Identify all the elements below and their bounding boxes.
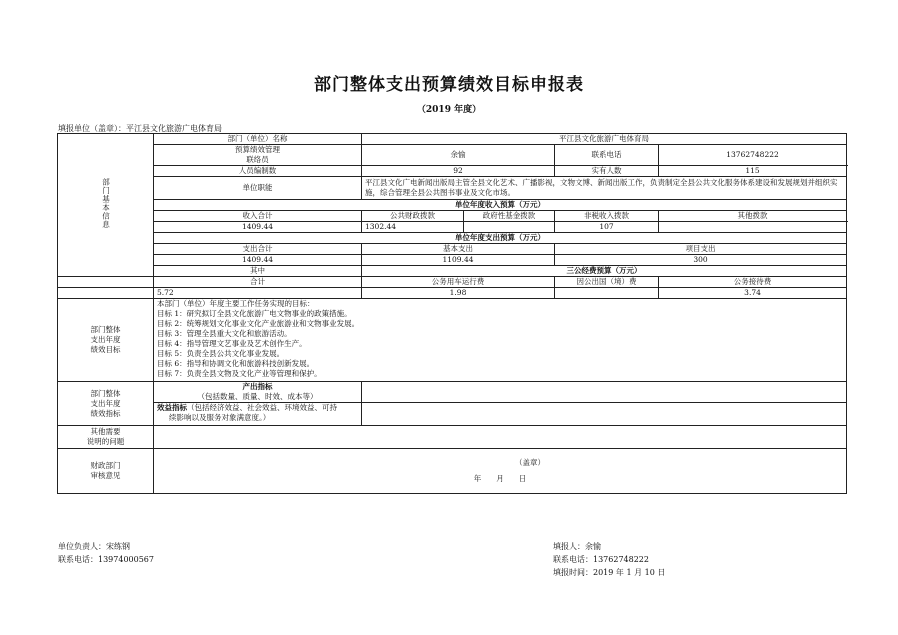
three-public-header: 三公经费预算（万元） [362, 266, 847, 277]
income-col-fund: 政府性基金拨款 [464, 211, 555, 222]
income-val-other [659, 222, 847, 233]
fill-date: 填报时间：2019 年 1 月 10 日 [553, 568, 666, 577]
expense-col-basic: 基本支出 [362, 244, 555, 255]
phone-value: 13762748222 [659, 145, 847, 166]
expense-header: 单位年度支出预算（万元） [154, 233, 847, 244]
income-val-public: 1302.44 [362, 222, 464, 233]
report-year: （2019 年度） [416, 105, 482, 115]
three-val-car: 1.98 [362, 288, 555, 299]
three-col-car: 公务用车运行费 [362, 277, 555, 288]
phone-label: 联系电话 [555, 145, 659, 166]
staff-quota-value: 92 [362, 166, 555, 177]
contact-value: 余愉 [362, 145, 555, 166]
expense-val-project: 300 [555, 255, 847, 266]
three-val-abroad [555, 288, 659, 299]
three-col-total: 合计 [154, 277, 362, 288]
reporting-unit: 填报单位（盖章）：平江县文化旅游广电体育局 [58, 124, 222, 133]
finance-label: 财政部门 审核意见 [58, 449, 154, 494]
income-col-other: 其他拨款 [659, 211, 847, 222]
expense-col-total: 支出合计 [154, 244, 362, 255]
dept-name-label: 部门（单位）名称 [154, 134, 362, 145]
other-content [154, 426, 847, 449]
page-title: 部门整体支出预算绩效目标申报表 [314, 75, 584, 95]
income-header: 单位年度收入预算（万元） [154, 200, 847, 211]
income-val-nontax: 107 [555, 222, 659, 233]
actual-staff-value: 115 [659, 166, 847, 177]
expense-val-total: 1409.44 [154, 255, 362, 266]
duties-label: 单位职能 [154, 177, 362, 200]
filler-phone: 联系电话：13762748222 [553, 555, 649, 564]
three-val-total: 5.72 [154, 288, 362, 299]
three-col-reception: 公务接待费 [659, 277, 847, 288]
indicators-label: 部门整体 支出年度 绩效指标 [58, 382, 154, 426]
filler: 填报人：余愉 [553, 542, 601, 551]
footer-right [553, 540, 665, 579]
date-text: 年 月 日 [473, 474, 527, 483]
staff-quota-label: 人员编制数 [154, 166, 362, 177]
goals-label: 部门整体 支出年度 绩效目标 [58, 299, 154, 382]
goals-content: 本部门（单位）年度主要工作任务实现的目标： 目标 1：研究拟订全县文化旅游广电文物事业的政策措施。 目标 2：统筹规划文化事业文化产业旅游业和文物事业发展。 目标 3：管理全县重大文化和旅游活动。 目标 4：指导管理文艺事业及艺术创作生产。 目标 5：负责全县公共文化事业发展。 目标 6：指导和协调文化和旅游科技创新发展。 目标 7：负责全县文物及文化产业等管理和保护。 [154, 299, 847, 382]
other-label: 其他需要 说明的问题 [58, 426, 154, 449]
expense-col-project: 项目支出 [555, 244, 847, 255]
income-val-total: 1409.44 [154, 222, 362, 233]
dept-name-value: 平江县文化旅游广电体育局 [362, 134, 847, 145]
unit-phone: 联系电话：13974000567 [58, 555, 154, 564]
of-which-label: 其中 [154, 266, 362, 277]
expense-val-basic: 1109.44 [362, 255, 555, 266]
seal-text: （盖章） [515, 458, 546, 467]
three-val-reception: 3.74 [659, 288, 847, 299]
three-col-abroad: 因公出国（境）费 [555, 277, 659, 288]
output-indicator: 产出指标 （包括数量、质量、时效、成本等） [154, 382, 362, 403]
income-col-nontax: 非税收入拨款 [555, 211, 659, 222]
duties-value: 平江县文化广电新闻出版局主管全县文化艺术、广播影视，文物文博、新闻出版工作，负责制定全县公共文化服务体系建设和发展规划并组织实施，综合管理全县公共图书事业及文化市场。 [362, 177, 847, 200]
budget-form-table [57, 133, 847, 494]
income-col-total: 收入合计 [154, 211, 362, 222]
basic-info-label: 部门基本信息 [58, 134, 154, 277]
footer-left [58, 540, 154, 566]
income-val-fund [464, 222, 555, 233]
contact-label: 预算绩效管理 联络员 [154, 145, 362, 166]
finance-content [154, 449, 847, 494]
income-col-public: 公共财政拨款 [362, 211, 464, 222]
benefit-indicator: 效益指标（包括经济效益、社会效益、环境效益、可持 续影响以及服务对象满意度。） [154, 403, 362, 426]
actual-staff-label: 实有人数 [555, 166, 659, 177]
unit-head: 单位负责人：宋练钢 [58, 542, 130, 551]
